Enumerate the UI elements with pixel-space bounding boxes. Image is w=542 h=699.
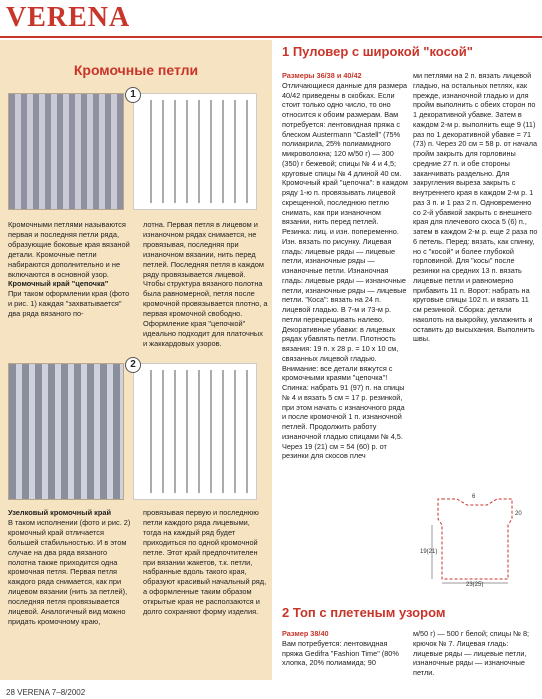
knot-edge-heading: Узелковый кромочный край (8, 508, 112, 517)
pattern-1-instructions: Отличающиеся данные для размера 40/42 приведены в скобках. Если стоит только одно число, то оно относится к обоим размерам. Вам потребуется: лентовидная пряжа с блеском Austermann "Castell" (75% полиакрила, 25% полиамидного микроволокна; 120 м/50 г) — 300 (350) г бежевой; спицы № 4 и 4,5; круговые спицы № 4 длиной 40 см. Кромочный край "цепочка": в каждом ряду 1-ю п. провязывать лицевой скрещенной, последнюю петлю снимать, как при изнаночном вязании, нить перед петлей. Резинка: лиц. и изн. попеременно. Изн. вязать по рисунку. Лицевая гладь: лицевые ряды — лицевые петли, изнаночные ряды — изнаночные петли. Изнаночная гладь: лицевые ряды — изнаночные петли, изнаночные ряды — лицевые петли. "Коса": вязать на 24 п. лицевой гладью. В 7-м и 73-м р. петли перекрещивать налево. Декоративные убавки: в лицевых рядах убавлять петли. Плотность вязания: 19 п. х 28 р. = 10 х 10 см, связанных лицевой гладью. Внимание: все детали вяжутся с кромочными краями "цепочка"! Спинка: набрать 91 (97) п. на спицы № 4 и вязать 5 см = 17 р. резинкой, при этом начать с изнаночного ряда и после кромочной 1 п. изнаночной петлей. Продолжить работу изнаночной гладью спицами № 4,5. Через 19 (21) см = 54 (60) р. от резинки для скосов плеч (282, 80, 408, 461)
page-footer: 28 VERENA 7–8/2002 (6, 688, 86, 697)
garment-schematic (412, 491, 532, 587)
chain-edge-text: При таком оформлении края (фото и рис. 1) каждая "захватывается" два ряда вязаного по- (8, 288, 130, 318)
knot-edge-text-cont: провязывая первую и последнюю петли каждого ряда лицевыми, тогда на каждый ряд будет приходиться по одной кромочной петле. Этот край предпочтителен при вязании жакетов, т.к. петли, набранные вдоль такого края, образуют красивый начальный ряд, а оформленные таким образом открытые края не расползаются и долго сохраняют форму изделия. (143, 508, 267, 617)
magazine-logo: VERENA (6, 2, 131, 33)
schematic-armhole-label: 20 (515, 511, 522, 517)
page-header (0, 0, 542, 40)
knot-edge-text: В таком исполнении (фото и рис. 2) кромочный край отличается большей стабильностью. И в этом случае на два ряда вязаного полотна также приходится одна кромочная петля. Первая петля каждого ряда снимается, как при лицевом вязании (нить за петлей), последняя петля провязывается лицевой. Аналогичный вид можно придать кромочному краю, (8, 517, 131, 626)
diagram-stitches (140, 100, 250, 203)
schematic-width-label: 23(25) (466, 582, 484, 587)
pattern-1-col-1 (282, 71, 408, 461)
schematic-height-label: 19(21) (420, 549, 438, 555)
figure-number: 2 (125, 357, 141, 373)
schematic-top-label: 6 (472, 494, 476, 500)
stitch-diagram-2 (130, 359, 257, 500)
figure-number: 1 (125, 87, 141, 103)
knot-edge-section (8, 508, 136, 627)
intro-paragraph-cont: лотна. Первая петля в лицевом и изнаночном рядах снимается, не провязывая, последняя при изнаночном вязании, нить перед петлей. Последняя петля в каждом ряду провязывается лицевой. Чтобы структура вязаного полотна была равномерной, петля после кромочной провязывается плотно, а первая кромочной свободно. Оформление края "цепочкой" идеально подходит для платочных и жаккардовых узоров. (143, 220, 268, 348)
stitch-diagram-1 (130, 89, 257, 210)
knit-photo-chain-edge (8, 93, 124, 210)
chain-edge-section (8, 279, 134, 319)
pattern-title-2: 2 Топ с плетеным узором (282, 605, 446, 620)
pattern-title-1: 1 Пуловер с широкой "косой" (282, 44, 473, 59)
pattern-2-col-2: м/50 г) — 500 г белой; спицы № 8; крючок № 7. Лицевая гладь: лицевые ряды — лицевые петли, изнаночные ряды — изнаночные петли. (413, 629, 530, 677)
intro-paragraph: Кромочными петлями называются первая и последняя петли ряда, образующие боковые края вязаной детали. Кромочные петли набираются дополнительно и не включаются в основной узор. (8, 220, 130, 279)
header-rule (0, 36, 542, 38)
chain-edge-heading: Кромочный край "цепочка" (8, 279, 109, 288)
diagram-stitches (140, 370, 250, 493)
size-label-2: Размер 38/40 (282, 629, 329, 638)
pattern-1-col-2: ми петлями на 2 п. вязать лицевой гладью, на остальных петлях, как прежде, изнаночной гладью и для пройм выполнить с обеих сторон по 1 декоративной убавке. Затем в каждом 2-м р. выполнить еще 9 (11) раз по 1 декоративной убавке = 71 (73) п. Через 20 см = 58 р. от начала пройм закрыть для горловины средние 27 п. и обе стороны заканчивать раздельно. Для закругления выреза закрыть с внутреннего края в каждом 2-м р. 1 раз 3 п. и 1 раз 2 п. Одновременно со 2-й убавкой закрыть с внешнего края для плечевого скоса 5 (6) п., затем в каждом 2-м р. еще 2 раза по 6 петель. Перед: вязать, как спинку, но с "косой" и более глубокой горловиной. Для "косы" после резинки на средних 13 п. вязать лицевые петли и равномерно прибавить 11 п. Ворот: набрать на круговые спицы 102 п. и вязать 11 см резинкой. Сборка: детали наколоть на выкройку, увлажнить и оставить до высыхания. Выполнить швы. (413, 71, 538, 344)
pattern-2-col-1 (282, 629, 408, 668)
pattern-2-materials: Вам потребуется: лентовидная пряжа Gedifra "Fashion Time" (80% хлопка, 20% полиамида; 90 (282, 638, 399, 668)
size-label: Размеры 36/38 и 40/42 (282, 71, 362, 80)
knit-photo-knot-edge (8, 363, 124, 500)
section-title: Кромочные петли (73, 62, 199, 78)
